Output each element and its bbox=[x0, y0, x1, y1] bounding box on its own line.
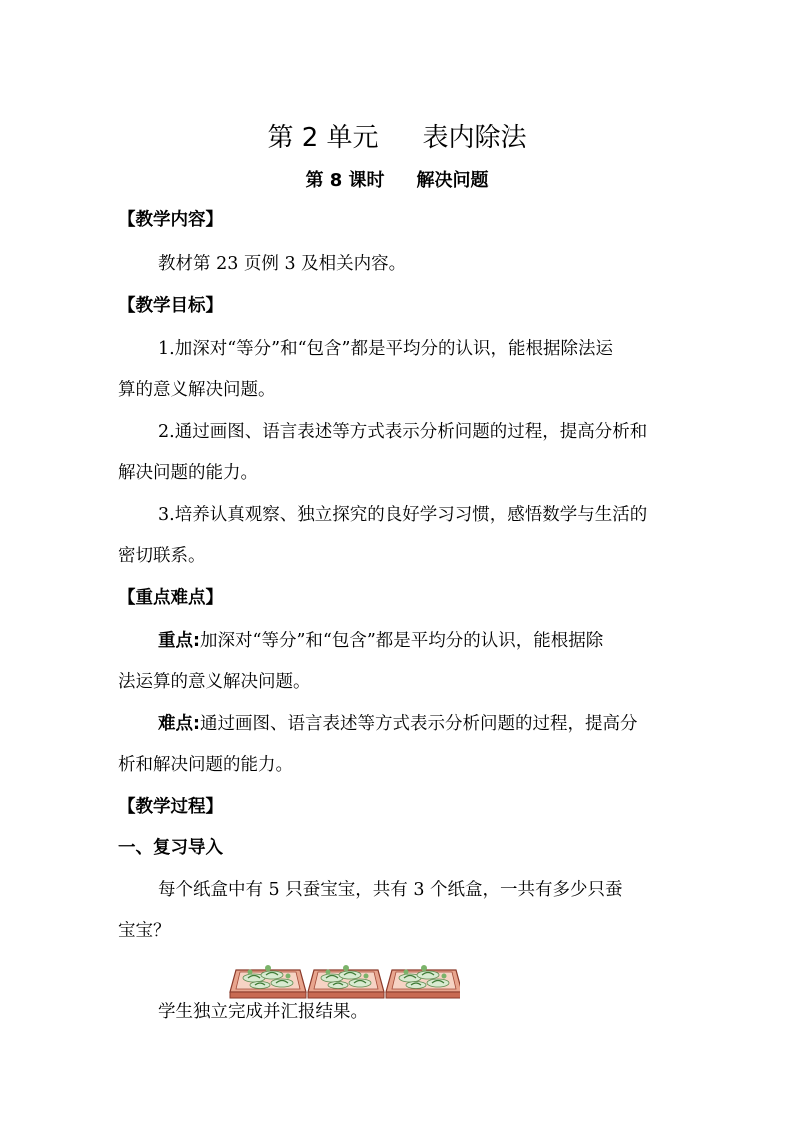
content-text: 教材第 23 页例 3 及相关内容。 bbox=[158, 254, 407, 274]
goal-1-line-2: 算的意义解决问题。 bbox=[118, 380, 276, 400]
page-title bbox=[0, 120, 794, 156]
goals-heading: 【教学目标】 bbox=[118, 296, 223, 316]
review-line-1: 每个纸盒中有 5 只蚕宝宝，共有 3 个纸盒，一共有多少只蚕 bbox=[158, 880, 623, 900]
unit-name: 表内除法 bbox=[422, 123, 527, 153]
student-text: 学生独立完成并汇报结果。 bbox=[158, 1002, 368, 1022]
difficulty-line-1 bbox=[158, 712, 638, 736]
review-heading: 一、复习导入 bbox=[118, 838, 223, 858]
review-line-2: 宝宝？ bbox=[118, 921, 171, 941]
key-heading: 【重点难点】 bbox=[118, 588, 223, 608]
goal-1-line-1: 1.加深对“等分”和“包含”都是平均分的认识，能根据除法运 bbox=[158, 339, 613, 359]
key-label: 重点: bbox=[158, 631, 200, 651]
difficulty-text: 通过画图、语言表述等方式表示分析问题的过程，提高分 bbox=[200, 714, 638, 734]
unit-label: 第 2 单元 bbox=[267, 123, 379, 153]
lesson-label: 第 8 课时 bbox=[305, 170, 385, 191]
lesson-name: 解决问题 bbox=[416, 170, 489, 191]
goal-3-line-1: 3.培养认真观察、独立探究的良好学习习惯，感悟数学与生活的 bbox=[158, 505, 648, 525]
goal-2-line-2: 解决问题的能力。 bbox=[118, 463, 258, 483]
difficulty-label: 难点: bbox=[158, 714, 200, 734]
page-subtitle bbox=[0, 168, 794, 194]
content-heading: 【教学内容】 bbox=[118, 210, 223, 230]
silkworm-boxes-illustration bbox=[228, 956, 460, 1000]
process-heading: 【教学过程】 bbox=[118, 797, 223, 817]
key-line-1 bbox=[158, 629, 603, 653]
goal-2-line-1: 2.通过画图、语言表述等方式表示分析问题的过程，提高分析和 bbox=[158, 422, 648, 442]
silkworm-box-icon bbox=[308, 965, 384, 998]
silkworm-box-icon bbox=[230, 965, 306, 998]
key-text: 加深对“等分”和“包含”都是平均分的认识，能根据除 bbox=[200, 631, 604, 651]
difficulty-line-2: 析和解决问题的能力。 bbox=[118, 755, 293, 775]
goal-3-line-2: 密切联系。 bbox=[118, 546, 206, 566]
key-line-2: 法运算的意义解决问题。 bbox=[118, 672, 311, 692]
silkworm-box-icon bbox=[386, 965, 460, 998]
